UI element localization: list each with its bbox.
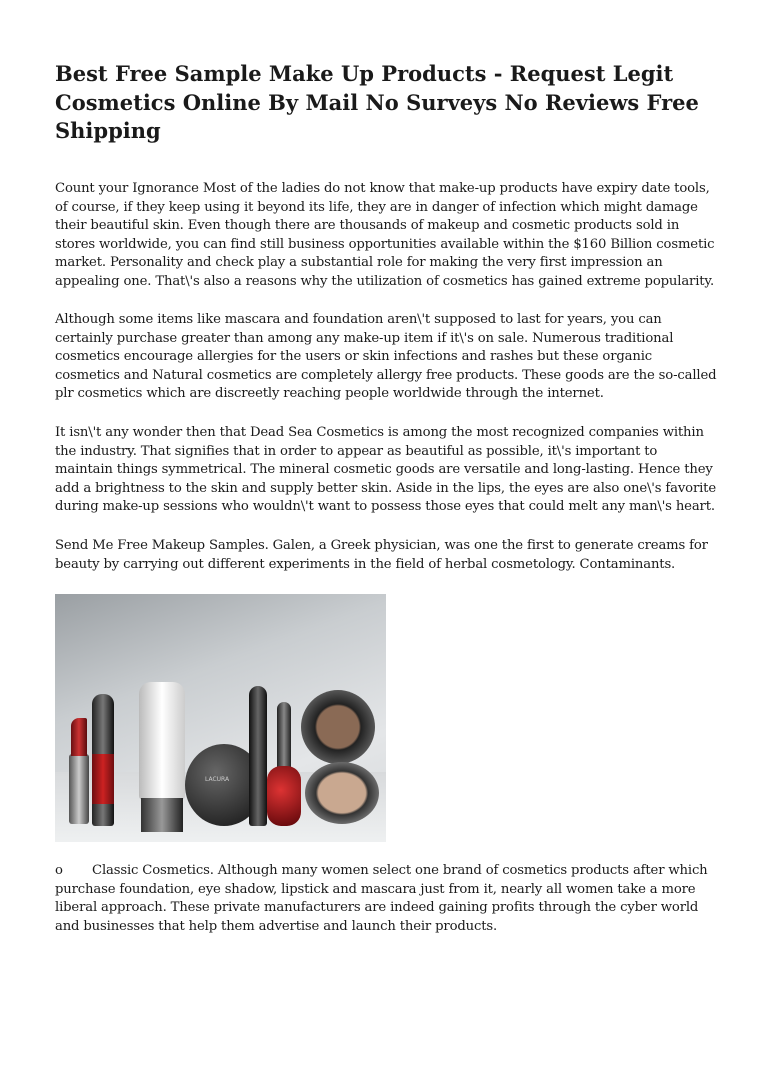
paragraph-4 (55, 537, 745, 574)
text-line: appealing one. That\'s also a reasons why the utilization of cosmetics has gained extreme popularity. (55, 273, 715, 289)
text-line: Although some items like mascara and foundation aren\'t supposed to last for years, you can (55, 312, 662, 327)
text-line: cosmetics and Natural cosmetics are completely allergy free products. These goods are the so-called (55, 367, 717, 383)
nail-polish-cap (277, 702, 291, 768)
paragraph-5 (55, 862, 745, 936)
text-line: of course, if they keep using it beyond its life, they are in danger of infection which might damage (55, 199, 698, 215)
paragraph-3 (55, 424, 745, 517)
text-line: maintain things symmetrical. The mineral cosmetic goods are versatile and long-lasting. Hence they (55, 462, 713, 478)
text-line: Cosmetics Online By Mail No Surveys No Reviews Free (55, 89, 699, 115)
bullet-marker: o (55, 863, 63, 878)
text-line: Count your Ignorance Most of the ladies do not know that make-up products have expiry date tools, (55, 181, 710, 196)
text-line: and businesses that help them advertise and launch their products. (55, 918, 498, 934)
text-line: Classic Cosmetics. Although many women select one brand of cosmetics products after which (92, 863, 708, 878)
text-line: Send Me Free Makeup Samples. Galen, a Greek physician, was one the first to generate creams for (55, 538, 708, 553)
open-compact-base (305, 762, 379, 824)
lipstick (69, 754, 89, 824)
open-compact-lid (301, 690, 375, 764)
text-line: Shipping (55, 118, 161, 143)
nail-polish-bottle (267, 766, 301, 826)
compact-brand: LACURA (205, 776, 230, 783)
text-line: liberal approach. These private manufacturers are indeed gaining profits through the cyber world (55, 900, 699, 916)
text-line: during make-up sessions who wouldn\'t want to possess those eyes that could melt any man\'s heart. (55, 499, 715, 515)
text-line: add a brightness to the skin and supply better skin. Aside in the lips, the eyes are also one\'s favorite (55, 480, 716, 496)
mascara-red-band (92, 754, 114, 804)
paragraph-2 (55, 311, 745, 404)
text-line: Best Free Sample Make Up Products - Request Legit (55, 61, 674, 86)
text-line: purchase foundation, eye shadow, lipstick and mascara just from it, nearly all women take a more (55, 881, 696, 897)
lipstick-bullet (71, 718, 87, 756)
black-mascara (249, 686, 267, 826)
text-line: beauty by carrying out different experiments in the field of herbal cosmetology. Contaminants. (55, 556, 676, 572)
text-line: the industry. That signifies that in order to appear as beautiful as possible, it\'s important to (55, 443, 658, 459)
text-line: plr cosmetics which are discreetly reaching people worldwide through the internet. (55, 386, 604, 402)
text-line: stores worldwide, you can find still business opportunities available within the $160 Billion cosmetic (55, 236, 715, 252)
text-line: cosmetics encourage allergies for the users or skin infections and rashes but these organic (55, 349, 653, 365)
text-line: market. Personality and check play a substantial role for making the very first impression an (55, 255, 663, 271)
document-title (55, 60, 735, 146)
white-tube (139, 682, 185, 800)
text-line: It isn\'t any wonder then that Dead Sea Cosmetics is among the most recognized companies within (55, 425, 704, 440)
cosmetics-product-photo (55, 594, 386, 842)
paragraph-1 (55, 180, 745, 292)
tube-cap (141, 798, 183, 832)
text-line: certainly purchase greater than among any make-up item if it\'s on sale. Numerous traditional (55, 330, 674, 346)
text-line: their beautiful skin. Even though there are thousands of makeup and cosmetic products sold in (55, 218, 680, 234)
